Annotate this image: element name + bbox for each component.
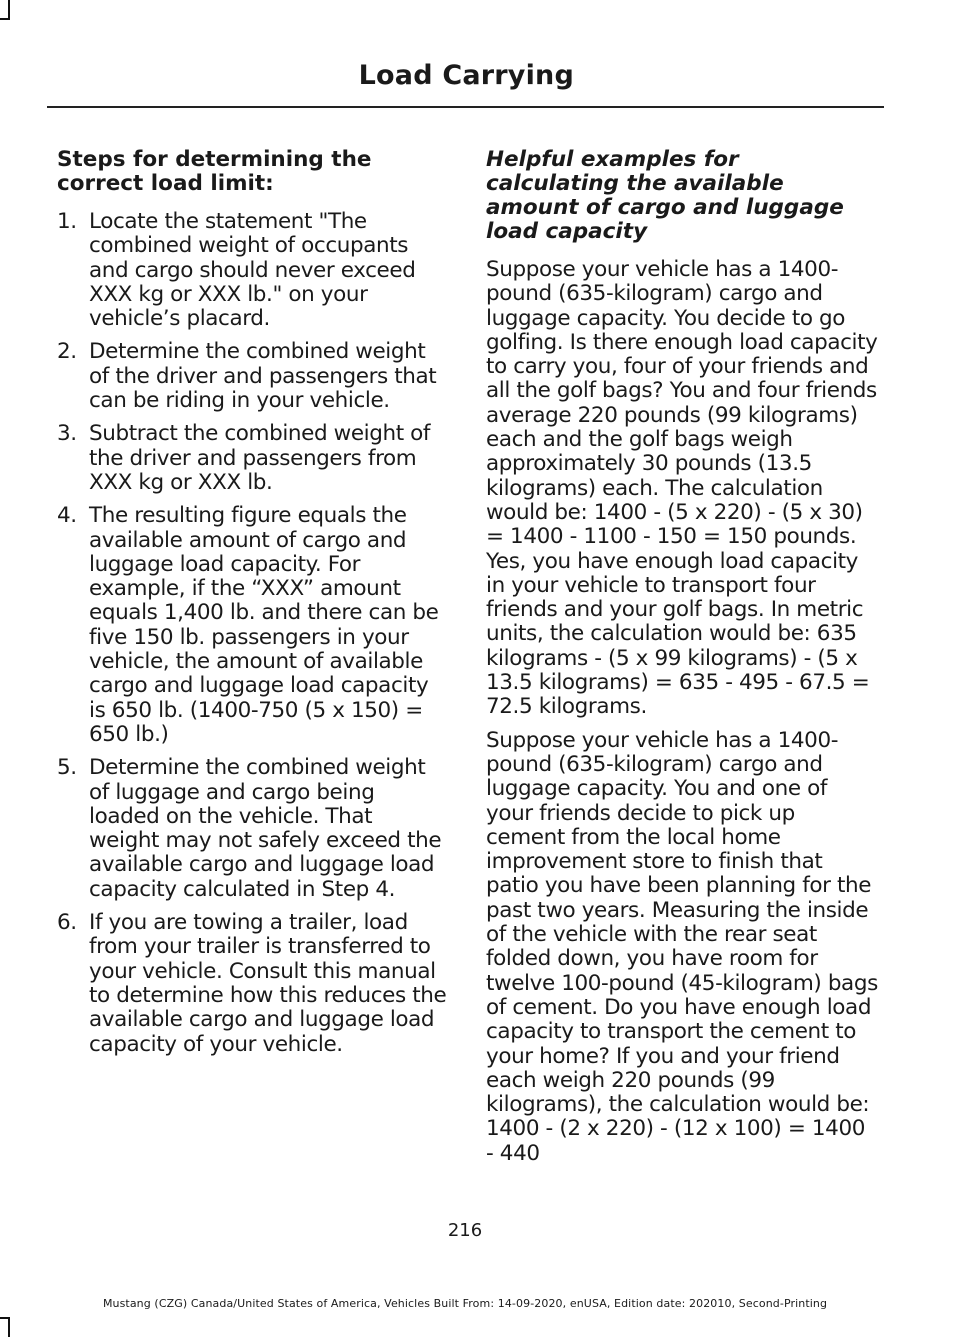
step-text: If you are towing a trailer, load from your trailer is transferred to your vehicle. Consult this manual to determine how this reduces the available cargo and luggage load capacity of your vehicle. xyxy=(89,910,447,1057)
step-text: Locate the statement "The combined weight of occupants and cargo should never exceed XXX kg or XXX lb." on your vehicle’s placard. xyxy=(89,209,416,332)
steps-heading: Steps for determining the correct load limit: xyxy=(57,147,372,196)
section-title: Load Carrying xyxy=(358,60,574,91)
crop-mark-top-left xyxy=(0,18,10,20)
examples-heading: Helpful examples for calculating the available amount of cargo and luggage load capacity xyxy=(486,147,844,244)
step-text: Determine the combined weight of luggage and cargo being loaded on the vehicle. That weight may not safely exceed the available cargo and luggage load capacity calculated in Step 4. xyxy=(89,755,442,902)
header-divider xyxy=(47,106,884,108)
list-item xyxy=(57,340,447,413)
step-text: Determine the combined weight of the driver and passengers that can be riding in your vehicle. xyxy=(89,339,437,414)
example-paragraph: Suppose your vehicle has a 1400-pound (635-kilogram) cargo and luggage capacity. You and one of your friends decide to pick up cement from the local home improvement store to finish that patio you have been planning for the past two years. Measuring the inside of the vehicle with the rear seat folded down, you have room for twelve 100-pound (45-kilogram) bags of cement. Do you have enough load capacity to transport the cement to your home? If you and your friend each weigh 220 pounds (99 kilograms), the calculation would be: 1400 - (2 x 220) - (12 x 100) = 1400 - 440 xyxy=(486,727,878,1166)
crop-mark-top-left xyxy=(8,0,10,20)
footer-text: Mustang (CZG) Canada/United States of America, Vehicles Built From: 14-09-2020, enUSA, Edition date: 202010, Second-Printing xyxy=(102,1297,828,1310)
example-paragraph: Suppose your vehicle has a 1400-pound (635-kilogram) cargo and luggage capacity. You decide to go golfing. Is there enough load capacity to carry you, four of your friends and all the golf bags? You and four friends average 220 pounds (99 kilograms) each and the golf bags weigh approximately 30 pounds (13.5 kilograms) each. The calculation would be: 1400 - (5 x 220) - (5 x 30) = 1400 - 1100 - 150 = 150 pounds. Yes, you have enough load capacity in your vehicle to transport four friends and your golf bags. In metric units, the calculation would be: 635 kilograms - (5 x 99 kilograms) - (5 x 13.5 kilograms) = 635 - 495 - 67.5 = 72.5 kilograms. xyxy=(486,257,878,720)
list-item xyxy=(57,504,447,747)
step-number: 5. xyxy=(57,755,77,781)
page-number: 216 xyxy=(447,1220,483,1241)
list-item xyxy=(57,422,447,495)
list-item xyxy=(57,911,447,1057)
step-text: Subtract the combined weight of the driver and passengers from XXX kg or XXX lb. xyxy=(89,421,431,495)
right-column xyxy=(486,148,878,1175)
crop-mark-bottom-left xyxy=(0,1317,10,1319)
steps-list xyxy=(57,210,447,1057)
crop-mark-bottom-left xyxy=(8,1317,10,1337)
step-number: 3. xyxy=(57,421,77,447)
step-number: 4. xyxy=(57,503,77,529)
step-number: 2. xyxy=(57,339,77,365)
step-number: 1. xyxy=(57,209,77,234)
list-item xyxy=(57,210,447,331)
step-text: The resulting figure equals the available amount of cargo and luggage load capacity. For example, if the “XXX” amount equals 1,400 lb. and there can be five 150 lb. passengers in your vehicle, the amount of available cargo and luggage load capacity is 650 lb. (1400-750 (5 x 150) = 650 lb.) xyxy=(89,503,439,747)
list-item xyxy=(57,756,447,902)
left-column xyxy=(57,148,447,1066)
step-number: 6. xyxy=(57,910,77,936)
